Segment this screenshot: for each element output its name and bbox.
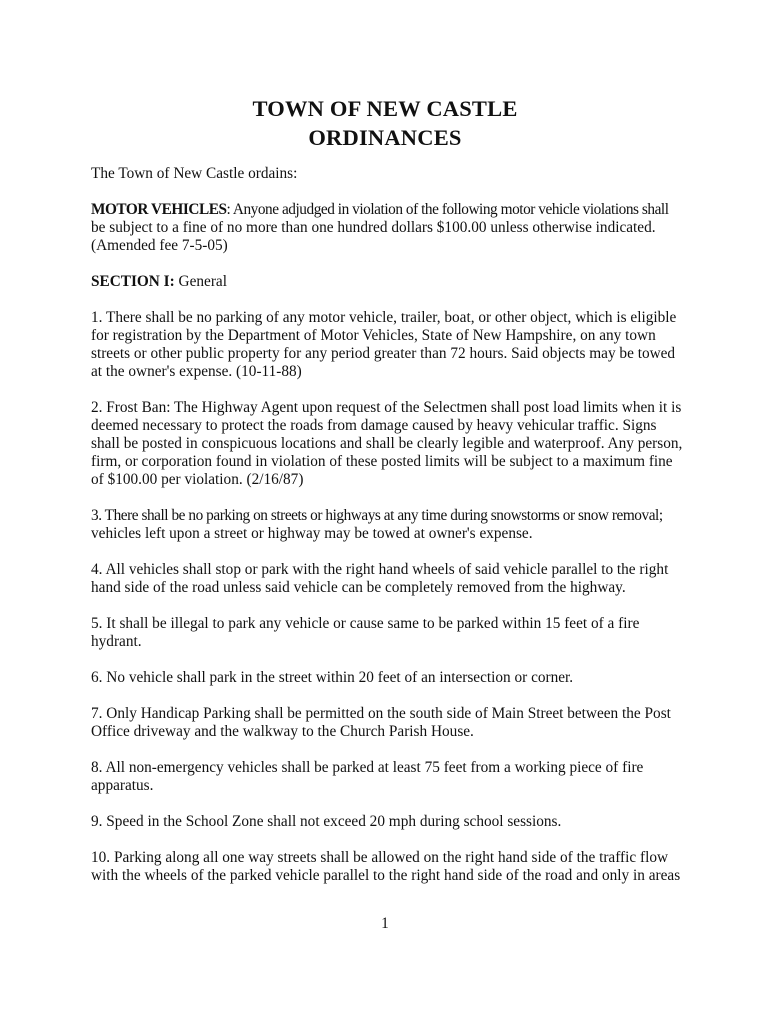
section-label: SECTION I: — [91, 273, 175, 290]
ordinance-item — [91, 561, 691, 597]
ordinance-item — [91, 615, 691, 651]
section-heading-line — [91, 273, 691, 291]
ordinance-item-line: 2. Frost Ban: The Highway Agent upon request of the Selectmen shall post load limits when it is — [91, 399, 682, 416]
motor-vehicles-line-2: be subject to a fine of no more than one hundred dollars $100.00 unless otherwise indicated. — [91, 219, 656, 236]
title-line-1: TOWN OF NEW CASTLE — [252, 96, 518, 121]
ordinance-item-line: 6. No vehicle shall park in the street within 20 feet of an intersection or corner. — [91, 669, 574, 686]
page-number: 1 — [381, 915, 389, 932]
ordinance-item-line: with the wheels of the parked vehicle parallel to the right hand side of the road and only in areas — [91, 867, 681, 884]
ordinance-item — [91, 705, 691, 741]
ordinance-item-line: apparatus. — [91, 777, 154, 794]
document-title — [0, 94, 770, 152]
ordinance-item — [91, 309, 691, 381]
section-name: General — [174, 273, 227, 290]
motor-vehicles-paragraph — [91, 201, 691, 255]
ordinance-item — [91, 813, 691, 831]
ordinance-item-line: 3. There shall be no parking on streets or highways at any time during snowstorms or snow removal; — [91, 507, 663, 524]
ordinance-item-line: for registration by the Department of Motor Vehicles, State of New Hampshire, on any town — [91, 327, 656, 344]
ordinance-item-line: 10. Parking along all one way streets shall be allowed on the right hand side of the traffic flow — [91, 849, 669, 866]
ordinance-item-line: of $100.00 per violation. (2/16/87) — [91, 471, 304, 488]
ordinance-item-line: streets or other public property for any period greater than 72 hours. Said objects may be towed — [91, 345, 676, 362]
ordinance-item-line: 1. There shall be no parking of any motor vehicle, trailer, boat, or other object, which is eligible — [91, 309, 677, 326]
ordinance-item-line: 5. It shall be illegal to park any vehicle or cause same to be parked within 15 feet of a fire — [91, 615, 640, 632]
ordinance-item-line: deemed necessary to protect the roads from damage caused by heavy vehicular traffic. Signs — [91, 417, 657, 434]
title-line-2: ORDINANCES — [308, 125, 462, 150]
ordinance-item — [91, 507, 691, 543]
ordinance-item — [91, 399, 691, 489]
ordinance-list — [91, 309, 691, 885]
ordinance-item-line: 9. Speed in the School Zone shall not exceed 20 mph during school sessions. — [91, 813, 562, 830]
ordinance-item-line: hydrant. — [91, 633, 142, 650]
ordinance-item — [91, 849, 691, 885]
intro-paragraph — [91, 165, 691, 183]
ordinance-item-line: 7. Only Handicap Parking shall be permitted on the south side of Main Street between the Post — [91, 705, 671, 722]
ordinance-item-line: 8. All non-emergency vehicles shall be parked at least 75 feet from a working piece of fire — [91, 759, 644, 776]
document-body — [91, 165, 691, 903]
ordinance-item-line: at the owner's expense. (10-11-88) — [91, 363, 302, 380]
ordinance-item-line: hand side of the road unless said vehicle can be completely removed from the highway. — [91, 579, 626, 596]
ordinance-item — [91, 759, 691, 795]
ordinance-item — [91, 669, 691, 687]
ordinance-item-line: firm, or corporation found in violation of these posted limits will be subject to a maximum fine — [91, 453, 673, 470]
ordinance-item-line: 4. All vehicles shall stop or park with the right hand wheels of said vehicle parallel to the right — [91, 561, 669, 578]
section-heading — [91, 273, 691, 291]
ordinance-item-line: shall be posted in conspicuous locations and shall be clearly legible and waterproof. Any person, — [91, 435, 683, 452]
ordinance-item-line: Office driveway and the walkway to the Church Parish House. — [91, 723, 474, 740]
ordinance-item-line: vehicles left upon a street or highway may be towed at owner's expense. — [91, 525, 533, 542]
intro-text: The Town of New Castle ordains: — [91, 165, 298, 182]
motor-vehicles-line-1 — [91, 201, 691, 219]
motor-vehicles-line-3: (Amended fee 7-5-05) — [91, 237, 228, 254]
motor-vehicles-text: : Anyone adjudged in violation of the following motor vehicle violations shall — [226, 201, 669, 218]
motor-vehicles-label: MOTOR VEHICLES — [91, 201, 227, 218]
